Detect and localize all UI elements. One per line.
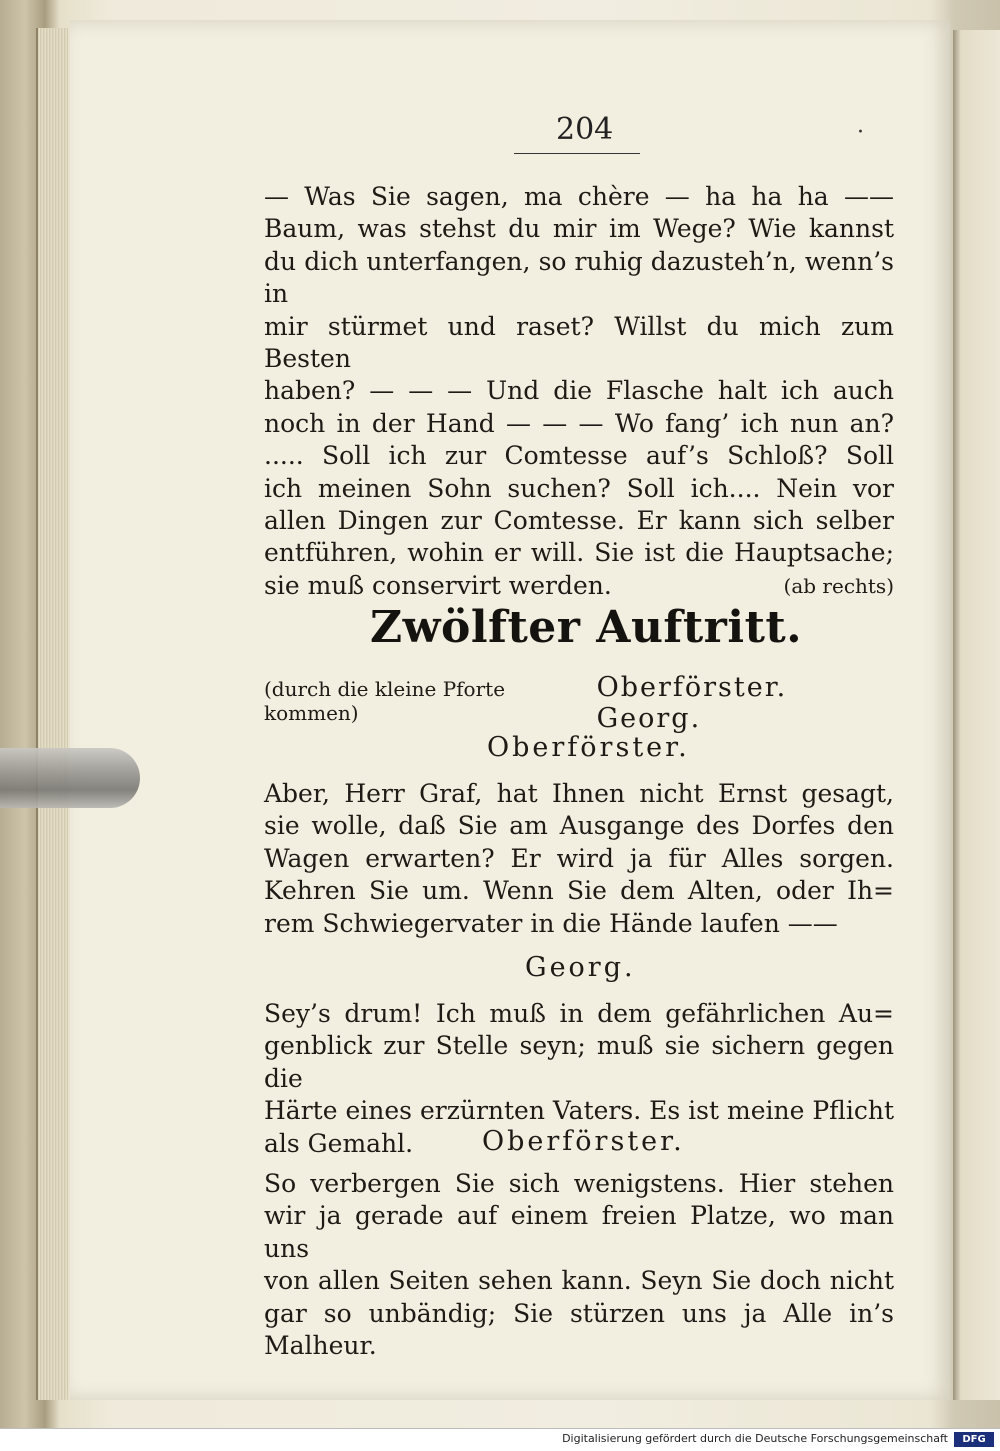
text-line: wir ja gerade auf einem freien Platze, wo man uns	[264, 1201, 894, 1263]
text-line: — Was Sie sagen, ma chère — ha ha ha ——	[264, 182, 894, 211]
text-line: Härte eines erzürnten Vaters. Es ist meine Pflicht	[264, 1096, 894, 1126]
text-line: Aber, Herr Graf, hat Ihnen nicht Ernst gesagt,	[264, 779, 894, 808]
text-line: gar so unbändig; Sie stürzen uns ja Alle in’s	[264, 1298, 894, 1328]
stage-direction: (durch die kleine Pforte kommen)	[264, 677, 506, 725]
character-list: Oberförster. Georg.	[596, 672, 788, 734]
footer-credit: Digitalisierung gefördert durch die Deutsche Forschungsgemeinschaft	[562, 1432, 948, 1445]
speaker-oberfoerster: Oberförster.	[487, 732, 690, 763]
scene-heading: Zwölfter Auftritt.	[370, 602, 803, 653]
stage-direction-line	[264, 672, 894, 734]
speech-oberfoerster-1	[264, 778, 894, 940]
text-line: Kehren Sie um. Wenn Sie dem Alten, oder Ih=	[264, 876, 894, 906]
text-line: ..... Soll ich zur Comtesse auf’s Schloß? Soll	[264, 441, 894, 471]
text-line: Malheur.	[264, 1331, 377, 1361]
page-number: 204	[556, 112, 614, 147]
speaker-georg: Georg.	[525, 952, 636, 983]
dfg-logo: DFG	[954, 1432, 994, 1447]
text-block-monologue	[264, 181, 894, 602]
text-line: allen Dingen zur Comtesse. Er kann sich selber	[264, 506, 894, 536]
text-line: entführen, wohin er will. Sie ist die Hauptsache;	[264, 538, 894, 568]
stage-exit: (ab rechts)	[783, 573, 894, 598]
facing-page-edge	[953, 30, 1000, 1400]
text-line: du dich unterfangen, so ruhig dazusteh’n, wenn’s in	[264, 246, 894, 309]
digitization-footer	[0, 1428, 1000, 1451]
book-page-edges	[36, 28, 68, 1400]
text-line: haben? — — — Und die Flasche halt ich auch	[264, 376, 894, 406]
speaker-oberfoerster: Oberförster.	[482, 1126, 685, 1157]
text-line: ich meinen Sohn suchen? Soll ich.... Nein vor	[264, 473, 894, 503]
text-line: rem Schwiegervater in die Hände laufen ——	[264, 908, 838, 938]
text-line: So verbergen Sie sich wenigstens. Hier stehen	[264, 1169, 894, 1198]
text-line: sie muß conservirt werden.	[264, 570, 612, 600]
text-line: noch in der Hand — — — Wo fang’ ich nun an?	[264, 408, 894, 438]
text-line: als Gemahl.	[264, 1128, 414, 1158]
speech-oberfoerster-2	[264, 1168, 894, 1362]
text-line-last	[264, 570, 894, 602]
text-line: von allen Seiten sehen kann. Seyn Sie doch nicht	[264, 1266, 894, 1296]
text-line: mir stürmet und raset? Willst du mich zum Besten	[264, 311, 894, 374]
text-line: Sey’s drum! Ich muß in dem gefährlichen Au=	[264, 999, 894, 1028]
scanner-thumb-clip	[0, 748, 140, 808]
text-line: genblick zur Stelle seyn; muß sie sichern gegen die	[264, 1031, 894, 1093]
text-line: Wagen erwarten? Er wird ja für Alles sorgen.	[264, 843, 894, 873]
text-line: Baum, was stehst du mir im Wege? Wie kannst	[264, 214, 894, 244]
text-line: sie wolle, daß Sie am Ausgange des Dorfes den	[264, 811, 894, 841]
header-dot: ·	[857, 120, 864, 145]
header-rule	[514, 153, 640, 154]
